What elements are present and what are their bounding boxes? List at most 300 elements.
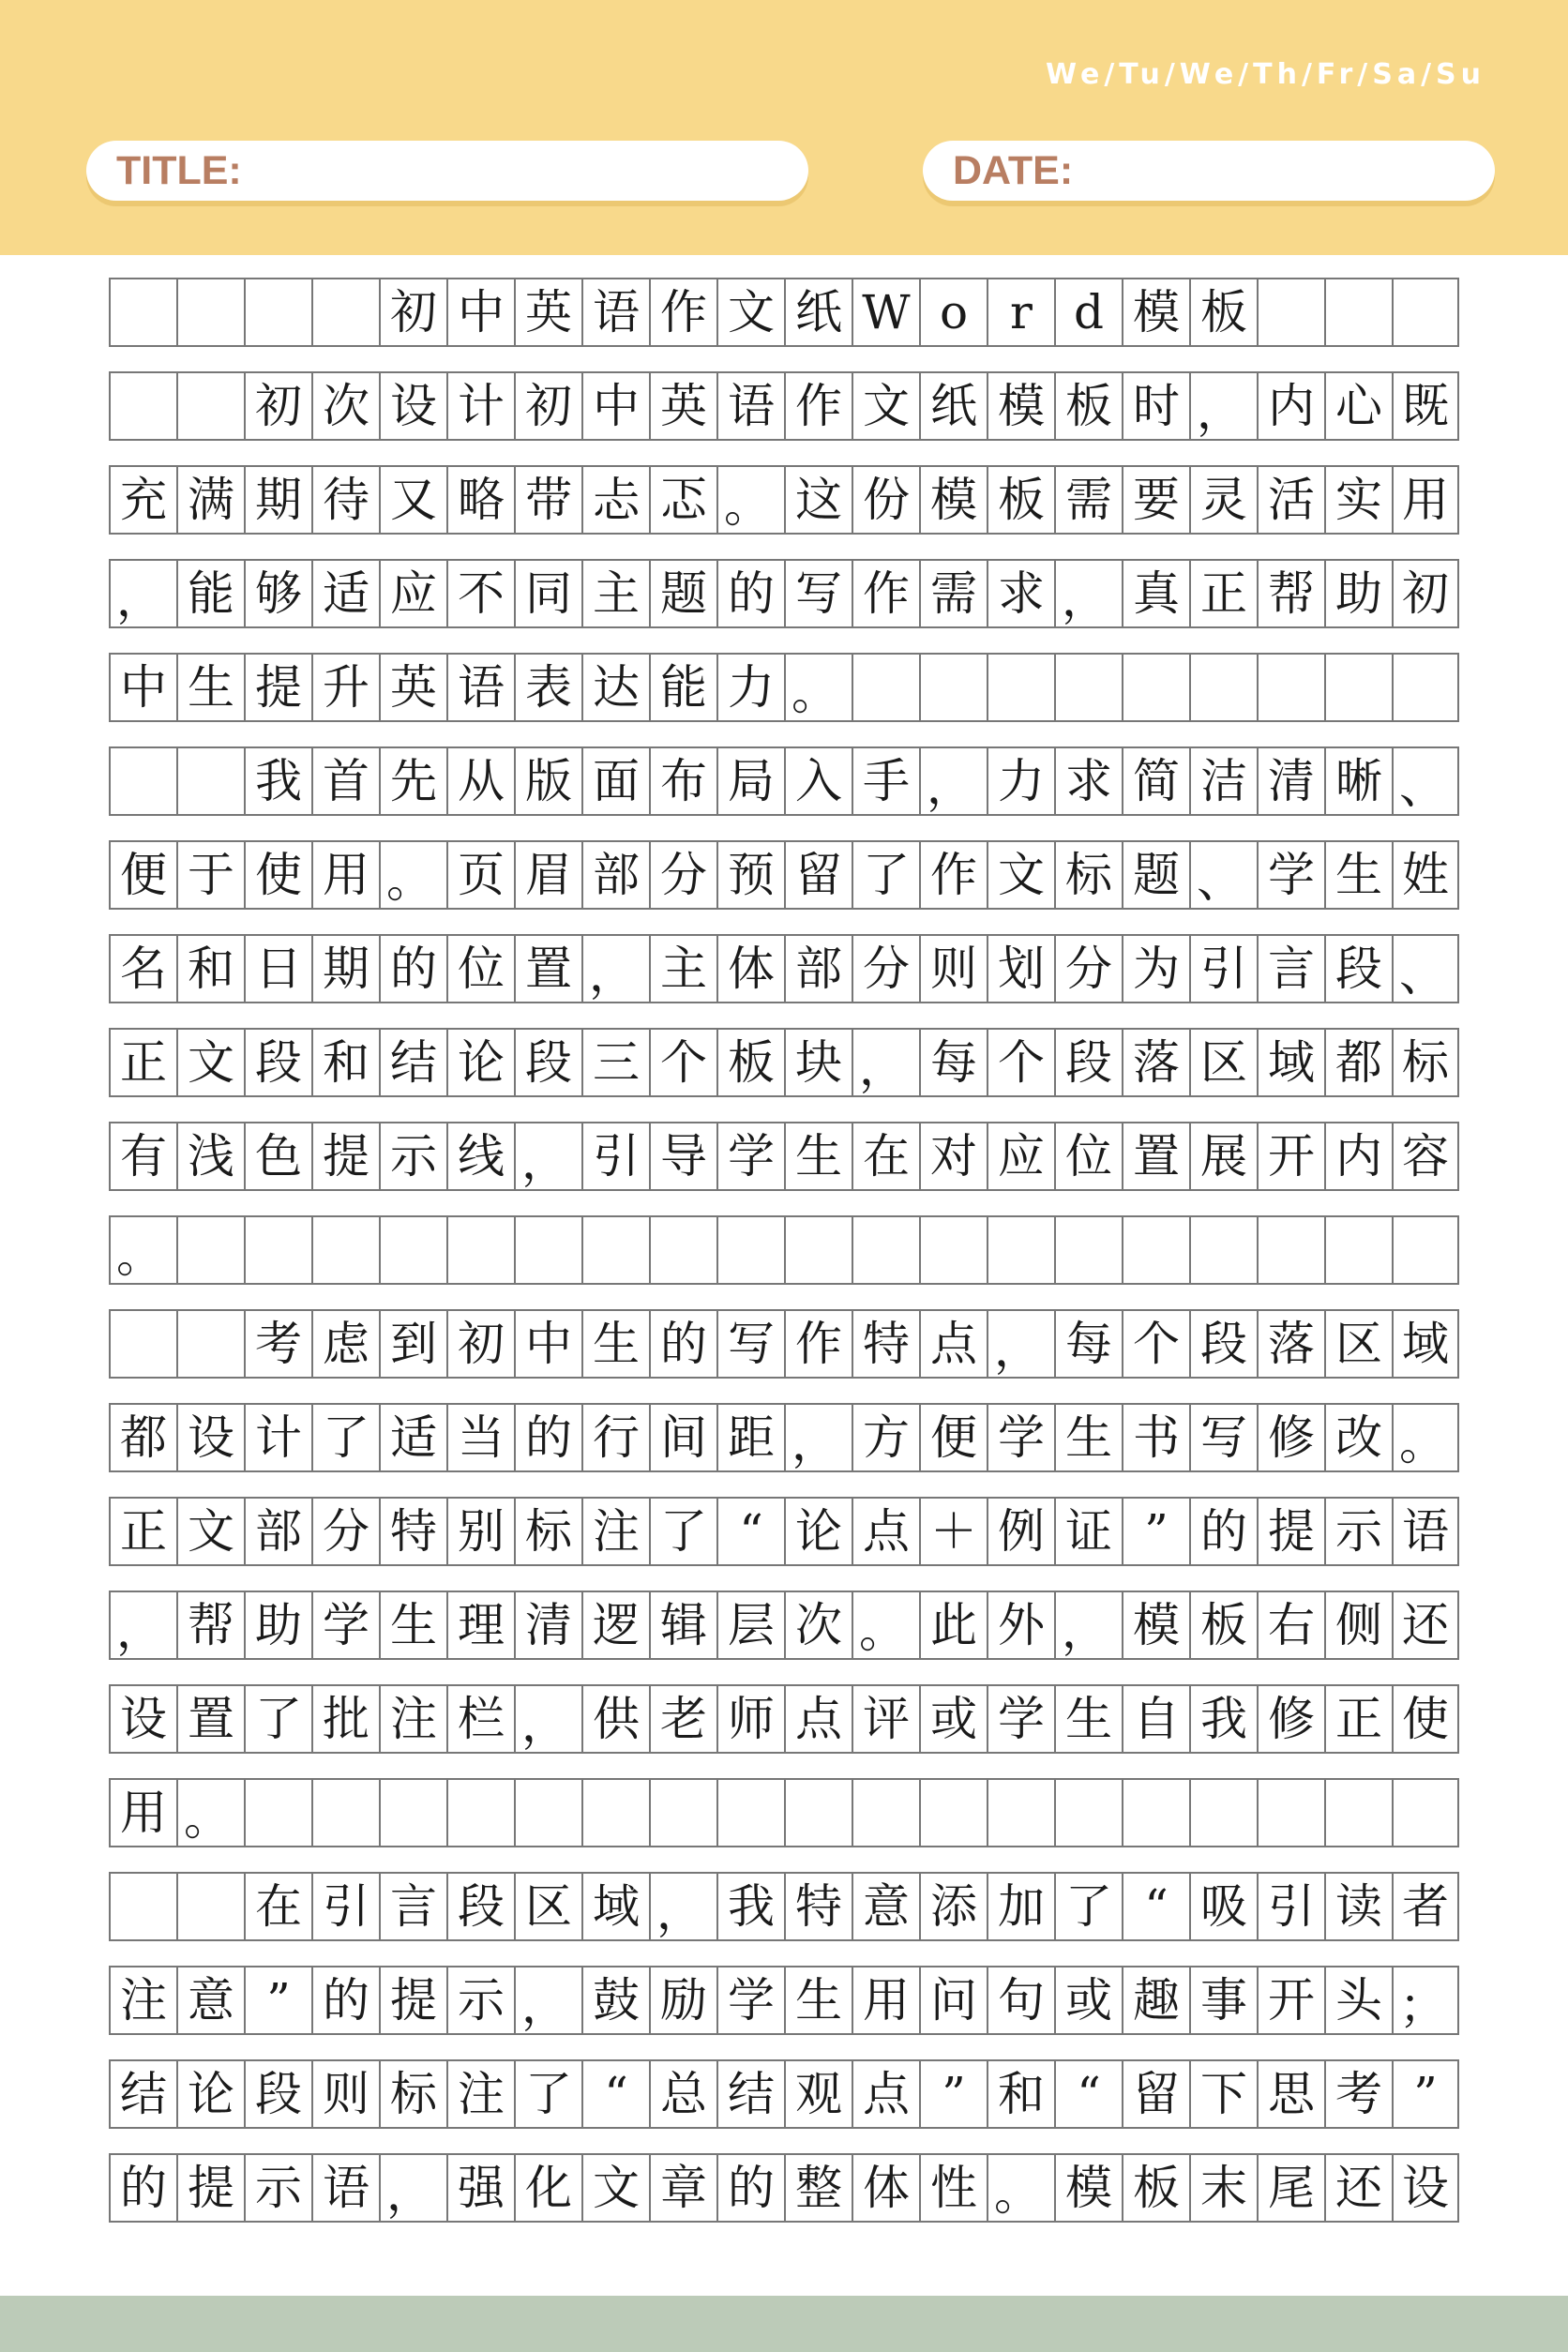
grid-cell[interactable] — [919, 655, 987, 720]
grid-cell[interactable] — [1122, 655, 1189, 720]
grid-cell[interactable]: 思 — [1257, 2061, 1324, 2127]
grid-cell[interactable]: 。 — [784, 655, 852, 720]
grid-cell[interactable]: 这 — [784, 467, 852, 533]
grid-cell[interactable] — [446, 1780, 514, 1846]
grid-cell[interactable]: 线 — [446, 1123, 514, 1189]
grid-cell[interactable] — [109, 279, 176, 345]
grid-cell[interactable]: 特 — [852, 1311, 919, 1377]
grid-cell[interactable] — [1122, 1217, 1189, 1283]
grid-cell[interactable]: 计 — [446, 373, 514, 439]
grid-cell[interactable]: 容 — [1392, 1123, 1459, 1189]
grid-cell[interactable]: “ — [1054, 2061, 1122, 2127]
grid-cell[interactable]: 初 — [244, 373, 311, 439]
grid-cell[interactable]: 于 — [176, 842, 244, 908]
grid-cell[interactable]: 提 — [311, 1123, 379, 1189]
grid-cell[interactable]: 段 — [1054, 1030, 1122, 1095]
grid-cell[interactable]: 不 — [446, 561, 514, 626]
grid-cell[interactable]: ， — [1054, 561, 1122, 626]
grid-cell[interactable]: 板 — [987, 467, 1054, 533]
grid-cell[interactable]: 题 — [1122, 842, 1189, 908]
grid-cell[interactable]: 写 — [784, 561, 852, 626]
grid-cell[interactable]: 论 — [446, 1030, 514, 1095]
grid-cell[interactable]: 语 — [311, 2155, 379, 2221]
grid-cell[interactable]: ， — [1054, 1592, 1122, 1658]
grid-cell[interactable]: 便 — [109, 842, 176, 908]
grid-cell[interactable]: 章 — [649, 2155, 716, 2221]
grid-cell[interactable]: ” — [1122, 1499, 1189, 1564]
grid-cell[interactable]: “ — [1122, 1874, 1189, 1939]
grid-cell[interactable]: 学 — [1257, 842, 1324, 908]
grid-cell[interactable]: 示 — [379, 1123, 446, 1189]
grid-cell[interactable]: 我 — [244, 748, 311, 814]
grid-cell[interactable]: 事 — [1189, 1968, 1257, 2033]
grid-cell[interactable]: 的 — [716, 2155, 784, 2221]
grid-cell[interactable] — [784, 1780, 852, 1846]
grid-cell[interactable]: 既 — [1392, 373, 1459, 439]
grid-cell[interactable]: 适 — [379, 1405, 446, 1470]
grid-cell[interactable]: 纸 — [919, 373, 987, 439]
grid-cell[interactable]: 末 — [1189, 2155, 1257, 2221]
date-field[interactable] — [923, 141, 1495, 201]
grid-cell[interactable]: 还 — [1324, 2155, 1392, 2221]
grid-cell[interactable]: 。 — [987, 2155, 1054, 2221]
grid-cell[interactable] — [1392, 655, 1459, 720]
grid-cell[interactable] — [1122, 1780, 1189, 1846]
grid-cell[interactable]: 段 — [1189, 1311, 1257, 1377]
grid-cell[interactable]: 学 — [716, 1968, 784, 2033]
grid-cell[interactable]: 的 — [514, 1405, 581, 1470]
grid-cell[interactable]: 段 — [514, 1030, 581, 1095]
grid-cell[interactable]: 下 — [1189, 2061, 1257, 2127]
grid-cell[interactable]: 需 — [919, 561, 987, 626]
grid-cell[interactable]: 域 — [1257, 1030, 1324, 1095]
grid-cell[interactable]: 当 — [446, 1405, 514, 1470]
grid-cell[interactable]: 。 — [176, 1780, 244, 1846]
grid-cell[interactable]: 用 — [311, 842, 379, 908]
grid-cell[interactable]: 域 — [581, 1874, 649, 1939]
grid-cell[interactable] — [919, 1780, 987, 1846]
grid-cell[interactable]: 栏 — [446, 1686, 514, 1752]
grid-cell[interactable]: 生 — [379, 1592, 446, 1658]
grid-cell[interactable]: 、 — [1392, 936, 1459, 1002]
grid-cell[interactable]: 语 — [581, 279, 649, 345]
grid-cell[interactable]: 段 — [446, 1874, 514, 1939]
grid-cell[interactable]: 言 — [1257, 936, 1324, 1002]
grid-cell[interactable]: 言 — [379, 1874, 446, 1939]
grid-cell[interactable]: 模 — [1122, 1592, 1189, 1658]
grid-cell[interactable]: 达 — [581, 655, 649, 720]
grid-cell[interactable]: 考 — [1324, 2061, 1392, 2127]
grid-cell[interactable]: 英 — [379, 655, 446, 720]
grid-cell[interactable]: ， — [581, 936, 649, 1002]
grid-cell[interactable]: 生 — [1054, 1405, 1122, 1470]
grid-cell[interactable]: ， — [919, 748, 987, 814]
grid-cell[interactable]: 入 — [784, 748, 852, 814]
grid-cell[interactable]: 引 — [581, 1123, 649, 1189]
grid-cell[interactable]: 引 — [311, 1874, 379, 1939]
grid-cell[interactable]: 先 — [379, 748, 446, 814]
grid-cell[interactable]: 模 — [987, 373, 1054, 439]
grid-cell[interactable]: 模 — [1054, 2155, 1122, 2221]
grid-cell[interactable]: 置 — [1122, 1123, 1189, 1189]
grid-cell[interactable]: 点 — [852, 2061, 919, 2127]
grid-cell[interactable]: 文 — [987, 842, 1054, 908]
grid-cell[interactable]: 使 — [244, 842, 311, 908]
grid-cell[interactable]: 同 — [514, 561, 581, 626]
grid-cell[interactable] — [311, 1217, 379, 1283]
grid-cell[interactable]: 块 — [784, 1030, 852, 1095]
grid-cell[interactable]: 区 — [514, 1874, 581, 1939]
grid-cell[interactable] — [987, 1780, 1054, 1846]
grid-cell[interactable]: 标 — [1054, 842, 1122, 908]
grid-cell[interactable]: 论 — [176, 2061, 244, 2127]
grid-cell[interactable]: 区 — [1324, 1311, 1392, 1377]
grid-cell[interactable]: 注 — [109, 1968, 176, 2033]
grid-cell[interactable]: 虑 — [311, 1311, 379, 1377]
grid-cell[interactable]: 的 — [1189, 1499, 1257, 1564]
grid-cell[interactable]: 部 — [784, 936, 852, 1002]
grid-cell[interactable]: 和 — [987, 2061, 1054, 2127]
grid-cell[interactable] — [1189, 655, 1257, 720]
grid-cell[interactable]: 手 — [852, 748, 919, 814]
grid-cell[interactable]: 标 — [514, 1499, 581, 1564]
grid-cell[interactable]: 特 — [379, 1499, 446, 1564]
grid-cell[interactable]: 外 — [987, 1592, 1054, 1658]
grid-cell[interactable]: 设 — [176, 1405, 244, 1470]
grid-cell[interactable]: 注 — [446, 2061, 514, 2127]
grid-cell[interactable] — [919, 1217, 987, 1283]
grid-cell[interactable] — [852, 655, 919, 720]
grid-cell[interactable]: 在 — [244, 1874, 311, 1939]
grid-cell[interactable]: 划 — [987, 936, 1054, 1002]
grid-cell[interactable]: 。 — [379, 842, 446, 908]
grid-cell[interactable]: 中 — [581, 373, 649, 439]
grid-cell[interactable]: ， — [379, 2155, 446, 2221]
grid-cell[interactable]: 段 — [1324, 936, 1392, 1002]
grid-cell[interactable]: 引 — [1189, 936, 1257, 1002]
grid-cell[interactable]: 要 — [1122, 467, 1189, 533]
grid-cell[interactable] — [311, 1780, 379, 1846]
grid-cell[interactable] — [716, 1217, 784, 1283]
grid-cell[interactable]: 开 — [1257, 1123, 1324, 1189]
grid-cell[interactable]: 够 — [244, 561, 311, 626]
grid-cell[interactable]: 主 — [581, 561, 649, 626]
grid-cell[interactable]: 面 — [581, 748, 649, 814]
grid-cell[interactable]: 初 — [446, 1311, 514, 1377]
grid-cell[interactable]: 还 — [1392, 1592, 1459, 1658]
grid-cell[interactable]: 文 — [581, 2155, 649, 2221]
grid-cell[interactable]: 期 — [244, 467, 311, 533]
grid-cell[interactable] — [1054, 1780, 1122, 1846]
grid-cell[interactable]: 鼓 — [581, 1968, 649, 2033]
grid-cell[interactable]: 求 — [1054, 748, 1122, 814]
grid-cell[interactable]: 右 — [1257, 1592, 1324, 1658]
grid-cell[interactable]: 略 — [446, 467, 514, 533]
grid-cell[interactable]: 个 — [649, 1030, 716, 1095]
grid-cell[interactable]: 提 — [176, 2155, 244, 2221]
grid-cell[interactable]: 部 — [581, 842, 649, 908]
grid-cell[interactable]: 问 — [919, 1968, 987, 2033]
grid-cell[interactable]: ， — [109, 561, 176, 626]
grid-cell[interactable]: 头 — [1324, 1968, 1392, 2033]
grid-cell[interactable]: 尾 — [1257, 2155, 1324, 2221]
grid-cell[interactable]: 充 — [109, 467, 176, 533]
grid-cell[interactable]: 注 — [379, 1686, 446, 1752]
grid-cell[interactable]: 修 — [1257, 1405, 1324, 1470]
grid-cell[interactable]: 读 — [1324, 1874, 1392, 1939]
grid-cell[interactable]: 内 — [1257, 373, 1324, 439]
grid-cell[interactable]: 写 — [1189, 1405, 1257, 1470]
grid-cell[interactable] — [379, 1217, 446, 1283]
grid-cell[interactable]: ， — [987, 1311, 1054, 1377]
grid-cell[interactable]: 版 — [514, 748, 581, 814]
grid-cell[interactable]: 应 — [987, 1123, 1054, 1189]
grid-cell[interactable] — [176, 748, 244, 814]
grid-cell[interactable]: 学 — [716, 1123, 784, 1189]
grid-cell[interactable]: 英 — [649, 373, 716, 439]
grid-cell[interactable]: ” — [1392, 2061, 1459, 2127]
grid-cell[interactable] — [176, 373, 244, 439]
grid-cell[interactable]: 助 — [1324, 561, 1392, 626]
grid-cell[interactable] — [1257, 279, 1324, 345]
grid-cell[interactable]: 提 — [244, 655, 311, 720]
grid-cell[interactable] — [379, 1780, 446, 1846]
grid-cell[interactable]: 到 — [379, 1311, 446, 1377]
grid-cell[interactable]: 作 — [784, 373, 852, 439]
grid-cell[interactable] — [987, 655, 1054, 720]
grid-cell[interactable]: 应 — [379, 561, 446, 626]
grid-cell[interactable]: 作 — [919, 842, 987, 908]
grid-cell[interactable]: o — [919, 279, 987, 345]
grid-cell[interactable] — [244, 1217, 311, 1283]
grid-cell[interactable]: 求 — [987, 561, 1054, 626]
grid-cell[interactable]: 置 — [514, 936, 581, 1002]
grid-cell[interactable]: 初 — [514, 373, 581, 439]
grid-cell[interactable]: 生 — [176, 655, 244, 720]
grid-cell[interactable]: 留 — [1122, 2061, 1189, 2127]
grid-cell[interactable]: 模 — [919, 467, 987, 533]
grid-cell[interactable]: 。 — [1392, 1405, 1459, 1470]
grid-cell[interactable] — [649, 1217, 716, 1283]
grid-cell[interactable]: 部 — [244, 1499, 311, 1564]
grid-cell[interactable]: 学 — [311, 1592, 379, 1658]
grid-cell[interactable]: 灵 — [1189, 467, 1257, 533]
grid-cell[interactable]: 特 — [784, 1874, 852, 1939]
grid-cell[interactable]: 区 — [1189, 1030, 1257, 1095]
grid-cell[interactable] — [176, 1217, 244, 1283]
grid-cell[interactable]: 意 — [852, 1874, 919, 1939]
grid-cell[interactable] — [1054, 1217, 1122, 1283]
grid-cell[interactable] — [1324, 279, 1392, 345]
grid-cell[interactable]: 正 — [1324, 1686, 1392, 1752]
grid-cell[interactable]: 活 — [1257, 467, 1324, 533]
grid-cell[interactable]: 提 — [379, 1968, 446, 2033]
grid-cell[interactable]: 批 — [311, 1686, 379, 1752]
grid-cell[interactable]: ， — [109, 1592, 176, 1658]
grid-cell[interactable]: “ — [716, 1499, 784, 1564]
title-field[interactable] — [86, 141, 808, 201]
grid-cell[interactable]: 模 — [1122, 279, 1189, 345]
grid-cell[interactable]: 作 — [784, 1311, 852, 1377]
grid-cell[interactable]: 。 — [852, 1592, 919, 1658]
grid-cell[interactable]: 满 — [176, 467, 244, 533]
grid-cell[interactable]: 帮 — [1257, 561, 1324, 626]
grid-cell[interactable]: 性 — [919, 2155, 987, 2221]
grid-cell[interactable]: 计 — [244, 1405, 311, 1470]
grid-cell[interactable]: 则 — [311, 2061, 379, 2127]
grid-cell[interactable]: 段 — [244, 1030, 311, 1095]
grid-cell[interactable]: 力 — [987, 748, 1054, 814]
grid-cell[interactable] — [514, 1780, 581, 1846]
grid-cell[interactable]: 则 — [919, 936, 987, 1002]
grid-cell[interactable]: 心 — [1324, 373, 1392, 439]
grid-cell[interactable]: 提 — [1257, 1499, 1324, 1564]
grid-cell[interactable] — [1257, 1217, 1324, 1283]
grid-cell[interactable]: 使 — [1392, 1686, 1459, 1752]
grid-cell[interactable]: 趣 — [1122, 1968, 1189, 2033]
grid-cell[interactable]: ＋ — [919, 1499, 987, 1564]
grid-cell[interactable]: 浅 — [176, 1123, 244, 1189]
grid-cell[interactable] — [514, 1217, 581, 1283]
grid-cell[interactable]: 中 — [446, 279, 514, 345]
grid-cell[interactable]: 距 — [716, 1405, 784, 1470]
grid-cell[interactable]: 体 — [716, 936, 784, 1002]
grid-cell[interactable] — [176, 1311, 244, 1377]
grid-cell[interactable]: 学 — [987, 1405, 1054, 1470]
grid-cell[interactable]: 例 — [987, 1499, 1054, 1564]
grid-cell[interactable]: 文 — [716, 279, 784, 345]
grid-cell[interactable]: 个 — [987, 1030, 1054, 1095]
grid-cell[interactable]: 正 — [1189, 561, 1257, 626]
grid-cell[interactable]: 示 — [244, 2155, 311, 2221]
grid-cell[interactable]: ， — [784, 1405, 852, 1470]
grid-cell[interactable]: 位 — [446, 936, 514, 1002]
grid-cell[interactable]: 又 — [379, 467, 446, 533]
grid-cell[interactable]: 都 — [109, 1405, 176, 1470]
grid-cell[interactable]: 页 — [446, 842, 514, 908]
grid-cell[interactable]: 老 — [649, 1686, 716, 1752]
grid-cell[interactable]: 评 — [852, 1686, 919, 1752]
grid-cell[interactable]: 添 — [919, 1874, 987, 1939]
grid-cell[interactable]: 晰 — [1324, 748, 1392, 814]
grid-cell[interactable]: 结 — [379, 1030, 446, 1095]
grid-cell[interactable]: 带 — [514, 467, 581, 533]
grid-cell[interactable]: 体 — [852, 2155, 919, 2221]
grid-cell[interactable]: 适 — [311, 561, 379, 626]
grid-cell[interactable]: 总 — [649, 2061, 716, 2127]
grid-cell[interactable]: 待 — [311, 467, 379, 533]
grid-cell[interactable] — [581, 1217, 649, 1283]
grid-cell[interactable] — [446, 1217, 514, 1283]
grid-cell[interactable]: ” — [919, 2061, 987, 2127]
grid-cell[interactable]: 中 — [109, 655, 176, 720]
grid-cell[interactable]: 清 — [1257, 748, 1324, 814]
grid-cell[interactable]: 内 — [1324, 1123, 1392, 1189]
grid-cell[interactable]: 此 — [919, 1592, 987, 1658]
grid-cell[interactable]: 能 — [649, 655, 716, 720]
grid-cell[interactable]: 。 — [109, 1217, 176, 1283]
grid-cell[interactable]: 每 — [919, 1030, 987, 1095]
grid-cell[interactable]: 标 — [379, 2061, 446, 2127]
grid-cell[interactable]: 生 — [784, 1123, 852, 1189]
grid-cell[interactable] — [1392, 1780, 1459, 1846]
grid-cell[interactable]: 力 — [716, 655, 784, 720]
grid-cell[interactable]: 写 — [716, 1311, 784, 1377]
grid-cell[interactable]: 作 — [852, 561, 919, 626]
grid-cell[interactable]: 期 — [311, 936, 379, 1002]
grid-cell[interactable]: 或 — [1054, 1968, 1122, 2033]
grid-cell[interactable]: 和 — [311, 1030, 379, 1095]
grid-cell[interactable]: 从 — [446, 748, 514, 814]
grid-cell[interactable]: 结 — [109, 2061, 176, 2127]
grid-cell[interactable]: 段 — [244, 2061, 311, 2127]
grid-cell[interactable] — [852, 1217, 919, 1283]
grid-cell[interactable]: 设 — [1392, 2155, 1459, 2221]
grid-cell[interactable]: 证 — [1054, 1499, 1122, 1564]
grid-cell[interactable] — [109, 748, 176, 814]
grid-cell[interactable]: d — [1054, 279, 1122, 345]
grid-cell[interactable]: 个 — [1122, 1311, 1189, 1377]
grid-cell[interactable]: 自 — [1122, 1686, 1189, 1752]
grid-cell[interactable]: 的 — [311, 1968, 379, 2033]
grid-cell[interactable]: 板 — [1189, 1592, 1257, 1658]
grid-cell[interactable]: 能 — [176, 561, 244, 626]
grid-cell[interactable]: 板 — [716, 1030, 784, 1095]
grid-cell[interactable]: ， — [852, 1030, 919, 1095]
grid-cell[interactable] — [1324, 1217, 1392, 1283]
grid-cell[interactable]: 用 — [109, 1780, 176, 1846]
grid-cell[interactable]: 方 — [852, 1405, 919, 1470]
grid-cell[interactable]: 了 — [514, 2061, 581, 2127]
grid-cell[interactable]: 分 — [852, 936, 919, 1002]
grid-cell[interactable]: 我 — [716, 1874, 784, 1939]
grid-cell[interactable] — [244, 279, 311, 345]
grid-cell[interactable]: 留 — [784, 842, 852, 908]
grid-cell[interactable]: r — [987, 279, 1054, 345]
grid-cell[interactable]: 生 — [581, 1311, 649, 1377]
grid-cell[interactable]: 整 — [784, 2155, 852, 2221]
grid-cell[interactable]: 改 — [1324, 1405, 1392, 1470]
grid-cell[interactable]: 示 — [1324, 1499, 1392, 1564]
grid-cell[interactable] — [1257, 1780, 1324, 1846]
grid-cell[interactable]: 了 — [1054, 1874, 1122, 1939]
grid-cell[interactable]: 化 — [514, 2155, 581, 2221]
grid-cell[interactable]: 的 — [716, 561, 784, 626]
grid-cell[interactable]: 我 — [1189, 1686, 1257, 1752]
grid-cell[interactable]: 为 — [1122, 936, 1189, 1002]
grid-cell[interactable]: ， — [514, 1123, 581, 1189]
grid-cell[interactable]: 了 — [649, 1499, 716, 1564]
grid-cell[interactable]: 初 — [379, 279, 446, 345]
grid-cell[interactable]: 语 — [716, 373, 784, 439]
grid-cell[interactable]: 眉 — [514, 842, 581, 908]
grid-cell[interactable]: 域 — [1392, 1311, 1459, 1377]
grid-cell[interactable]: W — [852, 279, 919, 345]
grid-cell[interactable] — [1189, 1217, 1257, 1283]
grid-cell[interactable]: 分 — [649, 842, 716, 908]
grid-cell[interactable]: ” — [244, 1968, 311, 2033]
grid-cell[interactable]: 书 — [1122, 1405, 1189, 1470]
grid-cell[interactable]: 用 — [852, 1968, 919, 2033]
grid-cell[interactable]: 生 — [1324, 842, 1392, 908]
grid-cell[interactable]: 论 — [784, 1499, 852, 1564]
grid-cell[interactable]: 真 — [1122, 561, 1189, 626]
grid-cell[interactable]: 首 — [311, 748, 379, 814]
grid-cell[interactable]: 加 — [987, 1874, 1054, 1939]
grid-cell[interactable]: 、 — [1392, 748, 1459, 814]
grid-cell[interactable]: 注 — [581, 1499, 649, 1564]
grid-cell[interactable]: 、 — [1189, 842, 1257, 908]
